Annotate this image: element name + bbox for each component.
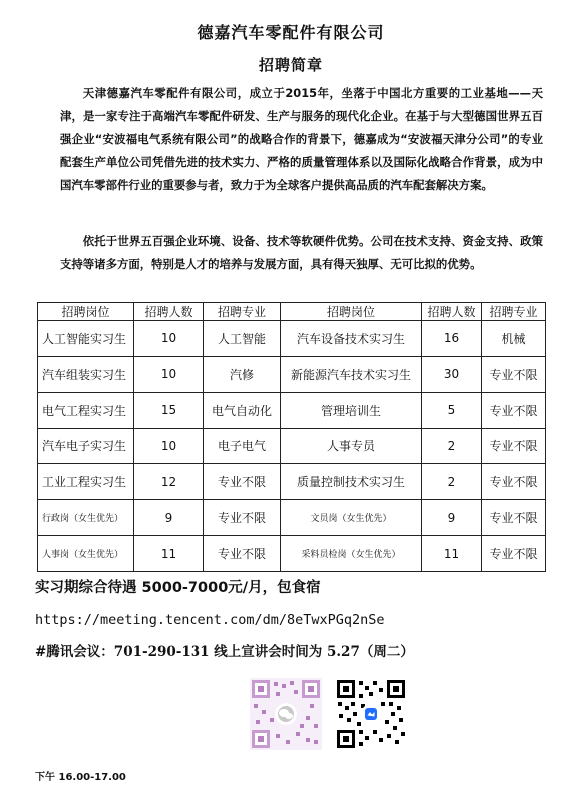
major-cell: 专业不限 [204, 500, 281, 536]
position-cell: 采料员检岗（女生优先） [281, 536, 422, 572]
recruitment-table [37, 302, 546, 572]
count-cell: 10 [134, 356, 204, 392]
page-subtitle: 招聘简章 [258, 56, 323, 74]
count-cell: 12 [134, 464, 204, 500]
major-cell: 电气自动化 [204, 392, 281, 428]
session-time: 下午 16.00-17.00 [35, 772, 126, 783]
position-cell: 汽车组装实习生 [38, 356, 134, 392]
major-cell: 机械 [482, 321, 546, 357]
position-cell: 文员岗（女生优先） [281, 500, 422, 536]
major-cell: 人工智能 [204, 321, 281, 357]
position-cell: 行政岗（女生优先） [38, 500, 134, 536]
count-cell: 2 [422, 464, 482, 500]
count-cell: 15 [134, 392, 204, 428]
major-cell: 专业不限 [204, 536, 281, 572]
count-cell: 10 [134, 321, 204, 357]
count-cell: 2 [422, 428, 482, 464]
wechat-qr-icon [250, 678, 322, 750]
position-cell: 管理培训生 [281, 392, 422, 428]
tencent-meeting-qr-icon [335, 678, 407, 750]
position-cell: 新能源汽车技术实习生 [281, 356, 422, 392]
table-header-row [38, 303, 546, 321]
count-cell: 30 [422, 356, 482, 392]
major-cell: 专业不限 [482, 464, 546, 500]
table-header-cell: 招聘人数 [422, 303, 482, 321]
meeting-info: #腾讯会议：701-290-131 线上宣讲会时间为 5.27（周二） [35, 644, 414, 660]
major-cell: 专业不限 [204, 464, 281, 500]
position-cell: 电气工程实习生 [38, 392, 134, 428]
major-cell: 汽修 [204, 356, 281, 392]
count-cell: 10 [134, 428, 204, 464]
position-cell: 工业工程实习生 [38, 464, 134, 500]
count-cell: 11 [134, 536, 204, 572]
table-header-cell: 招聘岗位 [281, 303, 422, 321]
major-cell: 专业不限 [482, 536, 546, 572]
table-header-cell: 招聘专业 [482, 303, 546, 321]
table-header-cell: 招聘人数 [134, 303, 204, 321]
major-cell: 专业不限 [482, 356, 546, 392]
position-cell: 汽车电子实习生 [38, 428, 134, 464]
count-cell: 5 [422, 392, 482, 428]
table-header-cell: 招聘岗位 [38, 303, 134, 321]
table-header-cell: 招聘专业 [204, 303, 281, 321]
major-cell: 专业不限 [482, 500, 546, 536]
table-row [38, 428, 546, 464]
major-cell: 专业不限 [482, 392, 546, 428]
count-cell: 9 [134, 500, 204, 536]
count-cell: 16 [422, 321, 482, 357]
position-cell: 人事专员 [281, 428, 422, 464]
meeting-link[interactable]: https://meeting.tencent.com/dm/8eTwxPGq2nSe [35, 612, 385, 628]
count-cell: 11 [422, 536, 482, 572]
major-cell: 专业不限 [482, 428, 546, 464]
table-row [38, 464, 546, 500]
intro-paragraph-2: 依托于世界五百强企业环境、设备、技术等软硬件优势。公司在技术支持、资金支持、政策支持等诸多方面，特别是人才的培养与发展方面，具有得天独厚、无可比拟的优势。 [60, 234, 543, 271]
table-row [38, 536, 546, 572]
company-title: 德嘉汽车零配件有限公司 [197, 23, 385, 42]
intro-paragraph-1: 天津德嘉汽车零配件有限公司，成立于2015年，坐落于中国北方重要的工业基地——天津，是一家专注于高端汽车零配件研发、生产与服务的现代化企业。在基于与大型德国世界五百强企业“安波福电气系统有限公司”的战略合作的背景下，德嘉成为“安波福天津分公司”的专业配套生产单位公司凭借先进的技术实力、严格的质量管理体系以及国际化战略合作背景，成为中国汽车零部件行业的重要参与者，致力于为全球客户提供高品质的汽车配套解决方案。 [60, 86, 543, 192]
count-cell: 9 [422, 500, 482, 536]
position-cell: 人工智能实习生 [38, 321, 134, 357]
major-cell: 电子电气 [204, 428, 281, 464]
position-cell: 质量控制技术实习生 [281, 464, 422, 500]
position-cell: 人事岗（女生优先） [38, 536, 134, 572]
table-row [38, 356, 546, 392]
position-cell: 汽车设备技术实习生 [281, 321, 422, 357]
table-row [38, 321, 546, 357]
salary-text: 实习期综合待遇 5000-7000元/月，包食宿 [35, 580, 321, 596]
table-row [38, 500, 546, 536]
table-row [38, 392, 546, 428]
